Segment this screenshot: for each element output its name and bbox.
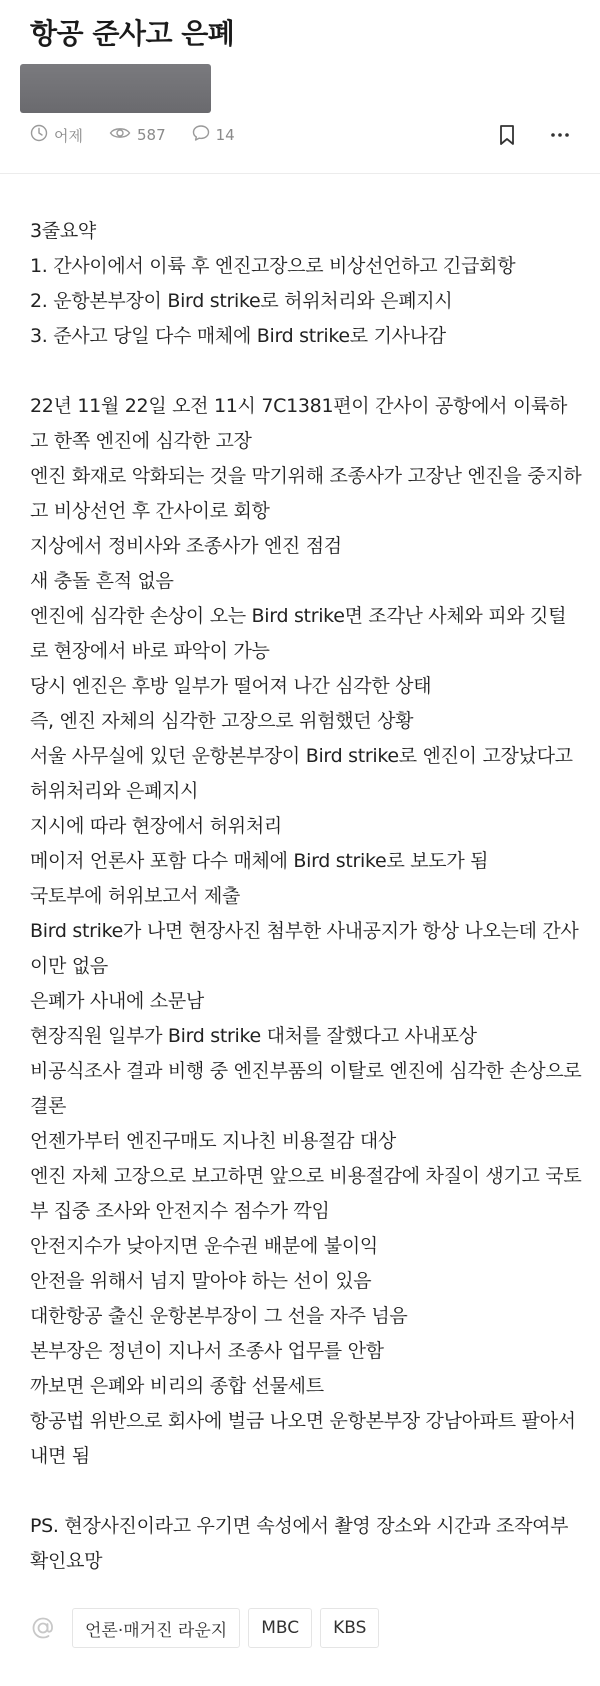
body-line: 22년 11월 22일 오전 11시 7C1381편이 간사이 공항에서 이륙하고 한쪽 엔진에 심각한 고장 xyxy=(30,395,568,452)
body-line: 서울 사무실에 있던 운항본부장이 Bird strike로 엔진이 고장났다고 허위처리와 은폐지시 xyxy=(30,745,573,802)
meta-comments[interactable] xyxy=(192,124,235,146)
tag-item[interactable]: MBC xyxy=(248,1608,312,1648)
tag-item[interactable]: 언론·매거진 라운지 xyxy=(72,1608,240,1648)
more-dots-icon[interactable] xyxy=(550,132,570,138)
body-spacer xyxy=(30,354,582,389)
body-line: 엔진 자체 고장으로 보고하면 앞으로 비용절감에 차질이 생기고 국토부 집중 조사와 안전지수 점수가 깍임 xyxy=(30,1165,582,1222)
tag-item[interactable]: KBS xyxy=(320,1608,379,1648)
meta-comments-count: 14 xyxy=(215,126,235,144)
body-line: 대한항공 출신 운항본부장이 그 선을 자주 넘음 xyxy=(30,1305,408,1327)
body-line: 은폐가 사내에 소문남 xyxy=(30,990,204,1012)
post-body xyxy=(30,214,582,1579)
body-line: 당시 엔진은 후방 일부가 떨어져 나간 심각한 상태 xyxy=(30,675,432,697)
meta-views xyxy=(109,125,166,145)
post-actions xyxy=(464,124,570,146)
eye-icon xyxy=(109,125,137,145)
body-line: 메이저 언론사 포함 다수 매체에 Bird strike로 보도가 됨 xyxy=(30,850,489,872)
meta-time-text: 어제 xyxy=(54,126,83,145)
body-line: 국토부에 허위보고서 제출 xyxy=(30,885,241,907)
body-line: PS. 현장사진이라고 우기면 속성에서 촬영 장소와 시간과 조작여부 확인요망 xyxy=(30,1515,569,1572)
post-title: 항공 준사고 은폐 xyxy=(30,17,235,50)
comment-icon xyxy=(192,124,216,146)
body-line: 1. 간사이에서 이륙 후 엔진고장으로 비상선언하고 긴급회항 xyxy=(30,255,516,277)
body-line: 2. 운항본부장이 Bird strike로 허위처리와 은폐지시 xyxy=(30,290,453,312)
bookmark-icon[interactable] xyxy=(498,124,516,146)
body-line: 항공법 위반으로 회사에 벌금 나오면 운항본부장 강남아파트 팔아서 내면 됨 xyxy=(30,1410,576,1467)
tag-list xyxy=(30,1608,387,1648)
meta-views-count: 587 xyxy=(136,126,166,144)
body-line: 엔진에 심각한 손상이 오는 Bird strike면 조각난 사체와 피와 깃털로 현장에서 바로 파악이 가능 xyxy=(30,605,567,662)
body-line: 3. 준사고 당일 다수 매체에 Bird strike로 기사나감 xyxy=(30,325,446,347)
body-line: 언젠가부터 엔진구매도 지나친 비용절감 대상 xyxy=(30,1130,396,1152)
censored-author-block xyxy=(20,64,211,113)
body-line: 3줄요약 xyxy=(30,220,96,242)
clock-icon xyxy=(30,124,54,146)
body-line: 지상에서 정비사와 조종사가 엔진 점검 xyxy=(30,535,342,557)
body-line: 안전을 위해서 넘지 말아야 하는 선이 있음 xyxy=(30,1270,372,1292)
body-line: 안전지수가 낮아지면 운수권 배분에 불이익 xyxy=(30,1235,378,1257)
body-line: 지시에 따라 현장에서 허위처리 xyxy=(30,815,282,837)
body-spacer xyxy=(30,1474,582,1509)
body-line: 엔진 화재로 악화되는 것을 막기위해 조종사가 고장난 엔진을 중지하고 비상선언 후 간사이로 회항 xyxy=(30,465,582,522)
body-line: 까보면 은폐와 비리의 종합 선물세트 xyxy=(30,1375,324,1397)
post-meta xyxy=(30,120,570,150)
body-line: 현장직원 일부가 Bird strike 대처를 잘했다고 사내포상 xyxy=(30,1025,477,1047)
body-line: Bird strike가 나면 현장사진 첨부한 사내공지가 항상 나오는데 간사이만 없음 xyxy=(30,920,579,977)
at-sign-icon xyxy=(30,1615,56,1641)
meta-time xyxy=(30,124,83,146)
body-line: 새 충돌 흔적 없음 xyxy=(30,570,174,592)
body-line: 본부장은 정년이 지나서 조종사 업무를 안함 xyxy=(30,1340,384,1362)
body-line: 즉, 엔진 자체의 심각한 고장으로 위험했던 상황 xyxy=(30,710,414,732)
header-divider xyxy=(0,173,600,174)
body-line: 비공식조사 결과 비행 중 엔진부품의 이탈로 엔진에 심각한 손상으로 결론 xyxy=(30,1060,582,1117)
